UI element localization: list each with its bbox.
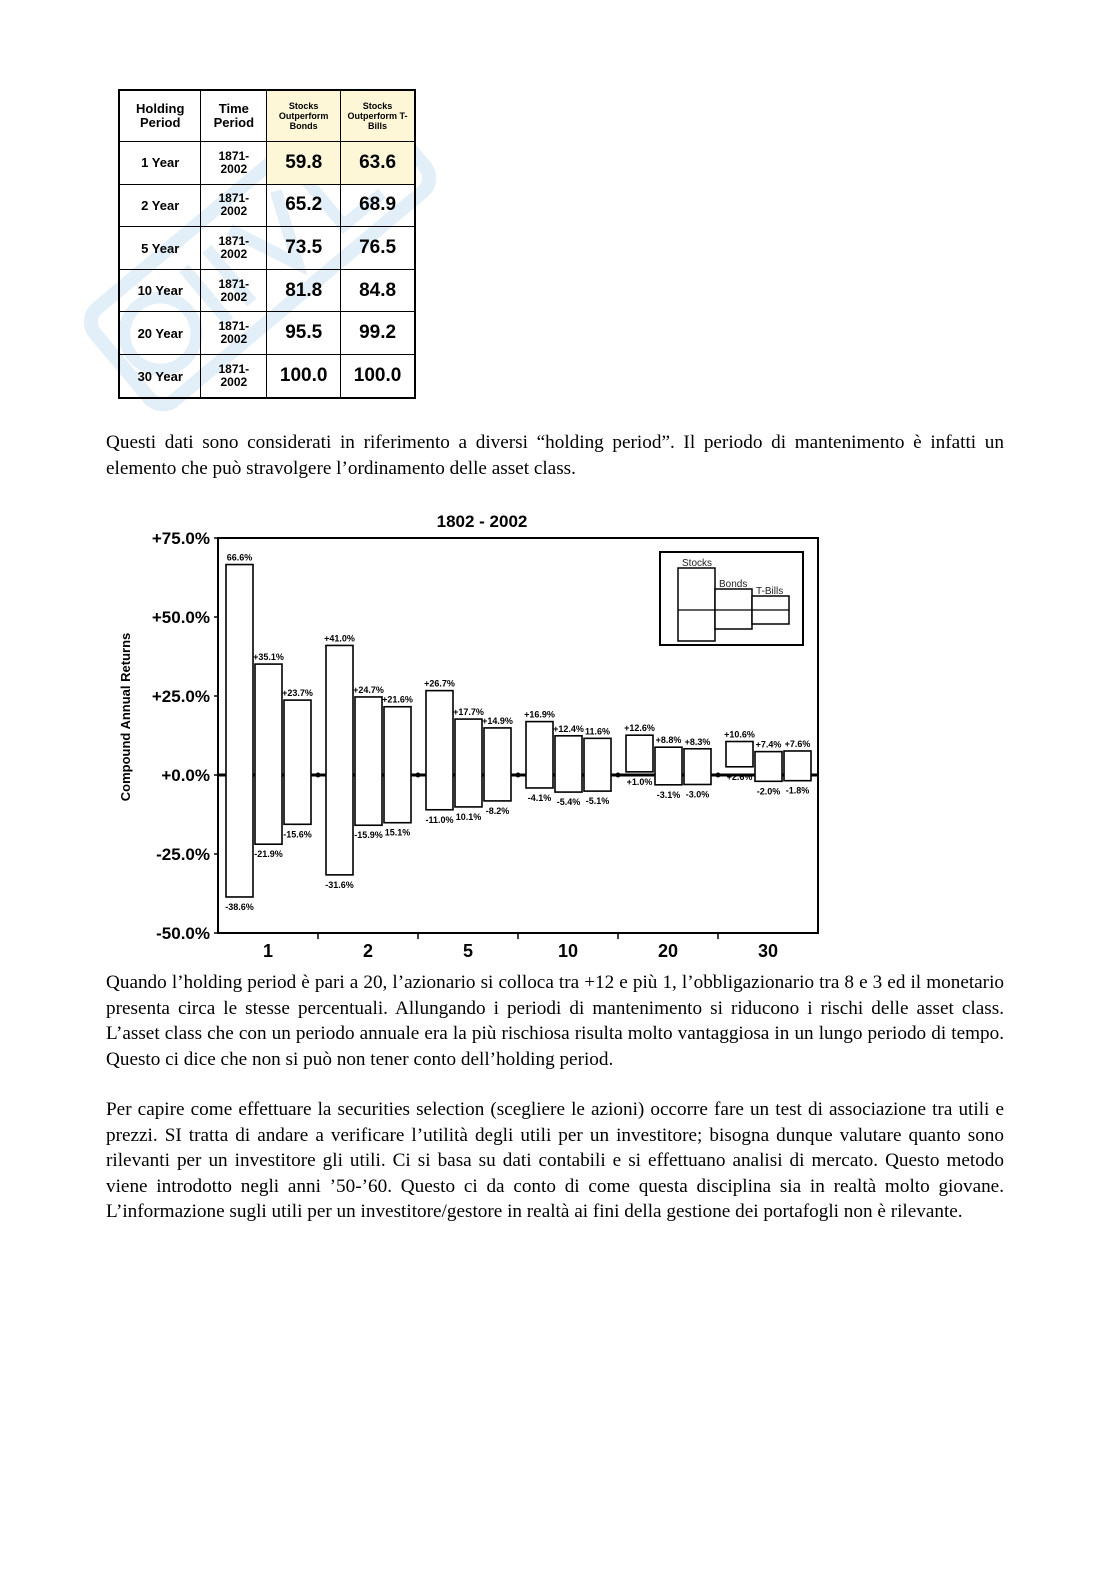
- stocks-range-bar: [426, 691, 453, 810]
- cell-holding: 2 Year: [119, 184, 201, 227]
- tbills-range-bar: [784, 751, 811, 781]
- cell-time: 1871- 2002: [201, 227, 267, 270]
- min-data-label: -3.1%: [656, 789, 681, 800]
- cell-bonds: 95.5: [267, 312, 341, 355]
- cell-holding: 30 Year: [119, 355, 201, 398]
- min-data-label: -31.6%: [325, 879, 354, 890]
- max-data-label: +14.9%: [482, 715, 513, 726]
- table-row: [119, 227, 415, 270]
- cell-bonds: 73.5: [267, 227, 341, 270]
- chart-title: 1802 - 2002: [436, 512, 528, 531]
- table-row: [119, 269, 415, 312]
- stocks-range-bar: [226, 565, 253, 897]
- cell-tbills: 99.2: [341, 312, 415, 355]
- cell-holding: 20 Year: [119, 312, 201, 355]
- max-data-label: +7.4%: [755, 739, 782, 750]
- min-data-label: 15.1%: [384, 827, 411, 838]
- legend-label: Stocks: [682, 558, 713, 569]
- max-data-label: +16.9%: [524, 709, 555, 720]
- zero-marker: [316, 773, 321, 778]
- min-data-label: -5.4%: [556, 797, 581, 808]
- zero-marker: [716, 773, 721, 778]
- table-row: [119, 184, 415, 227]
- cell-bonds: 65.2: [267, 184, 341, 227]
- bonds-range-bar: [755, 752, 782, 782]
- min-data-label: 10.1%: [455, 811, 482, 822]
- paragraph-holding-20: Quando l’holding period è pari a 20, l’azionario si colloca tra +12 e più 1, l’obbligazionario tra 8 e 3 ed il monetario presenta circa le stesse percentuali. Allungando i periodi di mantenimento si riducono i rischi delle asset class. L’asset class che con un periodo annuale era la più rischiosa risulta molto vantaggiosa in un lungo periodo di tempo. Questo ci dice che non si può non tener conto dell’holding period.: [106, 972, 1004, 1070]
- legend-swatch: [715, 589, 752, 629]
- cell-bonds: 59.8: [267, 142, 341, 185]
- min-data-label: -2.0%: [756, 786, 781, 797]
- bonds-range-bar: [255, 664, 282, 844]
- min-data-label: -15.6%: [283, 829, 312, 840]
- cell-time: 1871- 2002: [201, 312, 267, 355]
- min-data-label: -1.8%: [785, 785, 810, 796]
- legend-label: Bonds: [719, 579, 748, 590]
- cell-tbills: 68.9: [341, 184, 415, 227]
- max-data-label: +35.1%: [253, 652, 284, 663]
- y-tick-label: +0.0%: [161, 766, 210, 785]
- bonds-range-bar: [655, 747, 682, 785]
- cell-tbills: 76.5: [341, 227, 415, 270]
- min-data-label: -38.6%: [225, 901, 254, 912]
- header-time-period: Time Period: [201, 90, 267, 142]
- bonds-range-bar: [555, 736, 582, 792]
- zero-marker: [416, 773, 421, 778]
- max-data-label: +8.8%: [655, 735, 682, 746]
- header-stocks-vs-bonds: Stocks Outperform Bonds: [267, 90, 341, 142]
- legend-label: T-Bills: [756, 586, 784, 597]
- max-data-label: +7.6%: [784, 738, 811, 749]
- y-tick-label: +25.0%: [151, 687, 210, 706]
- stocks-range-bar: [726, 742, 753, 767]
- min-data-label: -3.0%: [685, 789, 710, 800]
- max-data-label: +12.6%: [624, 723, 655, 734]
- header-holding-period: Holding Period: [119, 90, 201, 142]
- legend-swatch: [678, 568, 715, 641]
- bonds-range-bar: [355, 697, 382, 825]
- table-row: [119, 312, 415, 355]
- cell-time: 1871- 2002: [201, 355, 267, 398]
- zero-marker: [616, 773, 621, 778]
- tbills-range-bar: [384, 707, 411, 823]
- cell-tbills: 100.0: [341, 355, 415, 398]
- tbills-range-bar: [484, 728, 511, 801]
- min-data-label: -5.1%: [585, 796, 610, 807]
- min-data-label: +2.6%: [726, 771, 753, 782]
- table-row: [119, 355, 415, 398]
- min-data-label: -11.0%: [425, 814, 454, 825]
- y-tick-label: +50.0%: [151, 608, 210, 627]
- stocks-range-bar: [326, 645, 353, 874]
- x-tick-label: 1: [262, 941, 274, 961]
- cell-holding: 10 Year: [119, 269, 201, 312]
- cell-tbills: 84.8: [341, 269, 415, 312]
- cell-holding: 1 Year: [119, 142, 201, 185]
- max-data-label: +10.6%: [724, 729, 755, 740]
- paragraph-holding-period: Questi dati sono considerati in riferimento a diversi “holding period”. Il periodo di mantenimento è infatti un elemento che può stravolgere l’ordinamento delle asset class.: [106, 432, 1004, 479]
- y-tick-label: -25.0%: [156, 845, 210, 864]
- max-data-label: +12.4%: [553, 723, 584, 734]
- cell-bonds: 81.8: [267, 269, 341, 312]
- x-tick-label: 30: [757, 941, 779, 961]
- zero-marker: [516, 773, 521, 778]
- max-data-label: +41.0%: [324, 633, 355, 644]
- cell-time: 1871- 2002: [201, 184, 267, 227]
- max-data-label: 11.6%: [584, 726, 611, 737]
- tbills-range-bar: [584, 738, 611, 791]
- stocks-range-bar: [626, 735, 653, 772]
- cell-time: 1871- 2002: [201, 142, 267, 185]
- y-tick-label: -50.0%: [156, 924, 210, 943]
- paragraph-securities-selection: Per capire come effettuare la securities selection (scegliere le azioni) occorre fare un test di associazione tra utili e prezzi. SI tratta di andare a verificare l’utilità degli utili per un investitore; bisogna dunque valutare quanto sono rilevanti per un investitore gli utili. Ci si basa su dati contabili e si effettuano analisi di mercato. Questo metodo viene introdotto negli anni ’50-’60. Questo ci da conto di come questa disciplina sia in realtà molto giovane. L’informazione sugli utili per un investitore/gestore in realtà ai fini della gestione dei portafogli non è rilevante.: [106, 1099, 1004, 1222]
- x-tick-label: 2: [362, 941, 374, 961]
- max-data-label: +8.3%: [684, 736, 711, 747]
- tbills-range-bar: [684, 749, 711, 785]
- cell-bonds: 100.0: [267, 355, 341, 398]
- cell-holding: 5 Year: [119, 227, 201, 270]
- cell-tbills: 63.6: [341, 142, 415, 185]
- y-tick-label: +75.0%: [151, 529, 210, 548]
- min-data-label: -21.9%: [254, 849, 283, 860]
- cell-time: 1871- 2002: [201, 269, 267, 312]
- table-header-row: [119, 90, 415, 142]
- table-row: [119, 142, 415, 185]
- x-tick-label: 20: [657, 941, 679, 961]
- x-tick-label: 10: [557, 941, 579, 961]
- stocks-range-bar: [526, 722, 553, 788]
- y-axis-label: Compound Annual Returns: [118, 632, 133, 802]
- max-data-label: +23.7%: [282, 688, 313, 699]
- max-data-label: 66.6%: [226, 552, 253, 563]
- min-data-label: +1.0%: [626, 776, 653, 787]
- tbills-range-bar: [284, 700, 311, 824]
- min-data-label: -15.9%: [354, 830, 383, 841]
- max-data-label: +24.7%: [353, 684, 384, 695]
- returns-range-chart: [110, 505, 830, 965]
- header-stocks-vs-tbills: Stocks Outperform T-Bills: [341, 90, 415, 142]
- min-data-label: -4.1%: [527, 792, 552, 803]
- min-data-label: -8.2%: [485, 805, 510, 816]
- bonds-range-bar: [455, 719, 482, 807]
- x-tick-label: 5: [462, 941, 474, 961]
- holding-period-table: [118, 89, 416, 399]
- max-data-label: +21.6%: [382, 694, 413, 705]
- max-data-label: +26.7%: [424, 678, 455, 689]
- max-data-label: +17.7%: [453, 707, 484, 718]
